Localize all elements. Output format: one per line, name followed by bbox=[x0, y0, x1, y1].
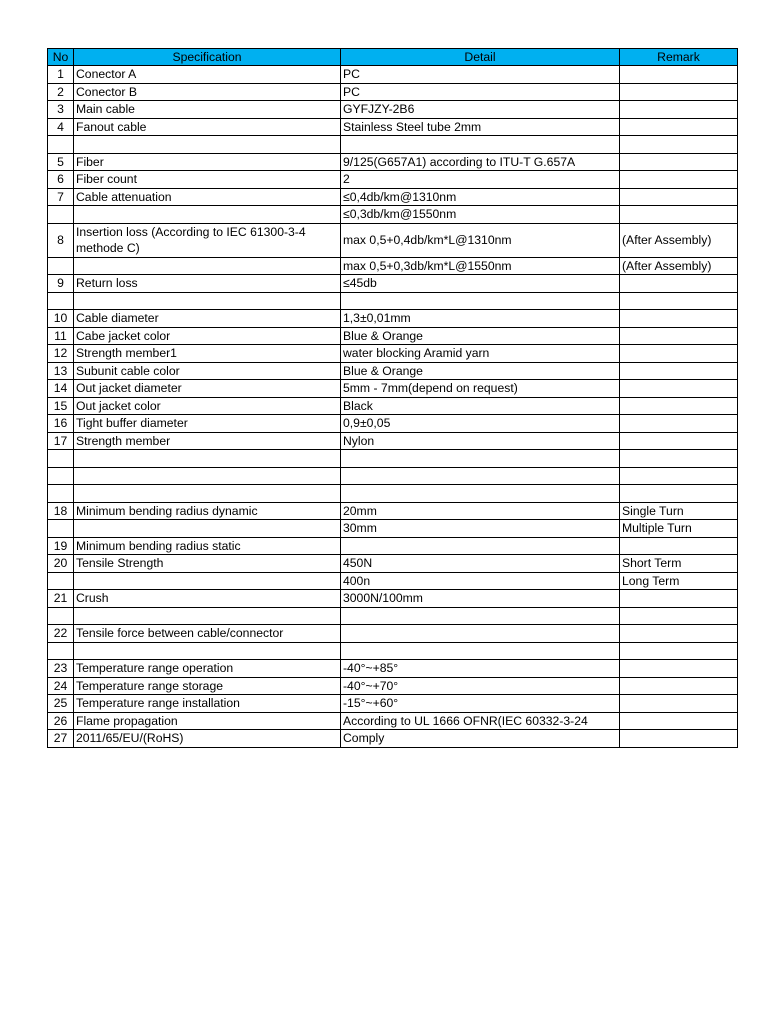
table-row bbox=[48, 345, 738, 363]
cell-no: 6 bbox=[48, 171, 74, 189]
cell-no: 12 bbox=[48, 345, 74, 363]
cell-specification: Conector B bbox=[74, 83, 341, 101]
cell-no bbox=[48, 292, 74, 310]
cell-specification: 2011/65/EU/(RoHS) bbox=[74, 730, 341, 748]
cell-specification: Tight buffer diameter bbox=[74, 415, 341, 433]
cell-specification bbox=[74, 467, 341, 485]
cell-specification: Strength member1 bbox=[74, 345, 341, 363]
cell-specification: Tensile Strength bbox=[74, 555, 341, 573]
cell-remark bbox=[620, 345, 738, 363]
table-row bbox=[48, 607, 738, 625]
cell-detail bbox=[341, 467, 620, 485]
table-row bbox=[48, 223, 738, 257]
cell-no bbox=[48, 206, 74, 224]
cell-detail bbox=[341, 450, 620, 468]
cell-detail bbox=[341, 485, 620, 503]
cell-detail: Nylon bbox=[341, 432, 620, 450]
cell-no: 14 bbox=[48, 380, 74, 398]
cell-remark: Short Term bbox=[620, 555, 738, 573]
cell-remark bbox=[620, 136, 738, 154]
cell-no: 24 bbox=[48, 677, 74, 695]
cell-detail: 2 bbox=[341, 171, 620, 189]
cell-remark bbox=[620, 415, 738, 433]
cell-detail bbox=[341, 136, 620, 154]
cell-specification: Temperature range installation bbox=[74, 695, 341, 713]
cell-specification bbox=[74, 206, 341, 224]
cell-remark bbox=[620, 275, 738, 293]
cell-no: 4 bbox=[48, 118, 74, 136]
table-row bbox=[48, 66, 738, 84]
cell-remark: Single Turn bbox=[620, 502, 738, 520]
cell-specification: Return loss bbox=[74, 275, 341, 293]
cell-remark bbox=[620, 432, 738, 450]
cell-remark bbox=[620, 712, 738, 730]
cell-no: 8 bbox=[48, 223, 74, 257]
cell-specification: Flame propagation bbox=[74, 712, 341, 730]
cell-specification: Temperature range operation bbox=[74, 660, 341, 678]
table-row bbox=[48, 730, 738, 748]
cell-remark bbox=[620, 642, 738, 660]
table-row bbox=[48, 590, 738, 608]
cell-remark bbox=[620, 66, 738, 84]
header-no: No bbox=[48, 49, 74, 66]
cell-detail: 400n bbox=[341, 572, 620, 590]
cell-specification: Subunit cable color bbox=[74, 362, 341, 380]
table-row bbox=[48, 502, 738, 520]
cell-detail: 3000N/100mm bbox=[341, 590, 620, 608]
cell-specification bbox=[74, 520, 341, 538]
cell-specification: Conector A bbox=[74, 66, 341, 84]
cell-remark bbox=[620, 485, 738, 503]
cell-detail: 1,3±0,01mm bbox=[341, 310, 620, 328]
cell-specification: Out jacket color bbox=[74, 397, 341, 415]
cell-specification bbox=[74, 257, 341, 275]
cell-remark: (After Assembly) bbox=[620, 223, 738, 257]
header-detail: Detail bbox=[341, 49, 620, 66]
cell-remark bbox=[620, 206, 738, 224]
cell-detail: 9/125(G657A1) according to ITU-T G.657A bbox=[341, 153, 620, 171]
cell-detail: Comply bbox=[341, 730, 620, 748]
cell-remark bbox=[620, 590, 738, 608]
cell-no: 5 bbox=[48, 153, 74, 171]
cell-detail: GYFJZY-2B6 bbox=[341, 101, 620, 119]
header-row bbox=[48, 49, 738, 66]
table-row bbox=[48, 136, 738, 154]
cell-no: 3 bbox=[48, 101, 74, 119]
cell-detail: -40°~+85° bbox=[341, 660, 620, 678]
table-row bbox=[48, 677, 738, 695]
cell-no bbox=[48, 467, 74, 485]
cell-detail: max 0,5+0,4db/km*L@1310nm bbox=[341, 223, 620, 257]
cell-remark bbox=[620, 83, 738, 101]
cell-no: 27 bbox=[48, 730, 74, 748]
cell-specification: Cable attenuation bbox=[74, 188, 341, 206]
cell-remark bbox=[620, 118, 738, 136]
table-row bbox=[48, 153, 738, 171]
cell-specification bbox=[74, 607, 341, 625]
cell-specification: Cabe jacket color bbox=[74, 327, 341, 345]
cell-detail bbox=[341, 537, 620, 555]
cell-no: 26 bbox=[48, 712, 74, 730]
cell-specification: Out jacket diameter bbox=[74, 380, 341, 398]
table-row bbox=[48, 712, 738, 730]
cell-remark bbox=[620, 625, 738, 643]
cell-no: 13 bbox=[48, 362, 74, 380]
cell-detail: ≤0,4db/km@1310nm bbox=[341, 188, 620, 206]
cell-no bbox=[48, 572, 74, 590]
cell-detail: 450N bbox=[341, 555, 620, 573]
table-header bbox=[48, 49, 738, 66]
cell-no bbox=[48, 485, 74, 503]
cell-detail: ≤45db bbox=[341, 275, 620, 293]
cell-detail: 5mm - 7mm(depend on request) bbox=[341, 380, 620, 398]
cell-detail: According to UL 1666 OFNR(IEC 60332-3-24 bbox=[341, 712, 620, 730]
cell-remark bbox=[620, 153, 738, 171]
table-row bbox=[48, 397, 738, 415]
table-row bbox=[48, 625, 738, 643]
cell-specification: Minimum bending radius dynamic bbox=[74, 502, 341, 520]
cell-no: 9 bbox=[48, 275, 74, 293]
cell-remark: Long Term bbox=[620, 572, 738, 590]
table-row bbox=[48, 310, 738, 328]
cell-no: 7 bbox=[48, 188, 74, 206]
table-row bbox=[48, 450, 738, 468]
cell-specification: Main cable bbox=[74, 101, 341, 119]
cell-remark bbox=[620, 362, 738, 380]
cell-specification: Cable diameter bbox=[74, 310, 341, 328]
cell-detail: 0,9±0,05 bbox=[341, 415, 620, 433]
cell-specification: Insertion loss (According to IEC 61300-3-4 methode C) bbox=[74, 223, 341, 257]
table-row bbox=[48, 206, 738, 224]
cell-remark bbox=[620, 380, 738, 398]
cell-detail: Stainless Steel tube 2mm bbox=[341, 118, 620, 136]
cell-no bbox=[48, 642, 74, 660]
cell-specification bbox=[74, 642, 341, 660]
cell-specification: Fiber bbox=[74, 153, 341, 171]
cell-no: 18 bbox=[48, 502, 74, 520]
cell-remark bbox=[620, 171, 738, 189]
cell-no: 15 bbox=[48, 397, 74, 415]
cell-detail: PC bbox=[341, 83, 620, 101]
cell-remark bbox=[620, 537, 738, 555]
cell-no: 25 bbox=[48, 695, 74, 713]
cell-specification bbox=[74, 485, 341, 503]
cell-remark bbox=[620, 101, 738, 119]
cell-detail: max 0,5+0,3db/km*L@1550nm bbox=[341, 257, 620, 275]
table-row bbox=[48, 101, 738, 119]
cell-specification: Minimum bending radius static bbox=[74, 537, 341, 555]
cell-detail: -15°~+60° bbox=[341, 695, 620, 713]
table-row bbox=[48, 292, 738, 310]
cell-detail: 20mm bbox=[341, 502, 620, 520]
cell-specification bbox=[74, 136, 341, 154]
cell-remark bbox=[620, 450, 738, 468]
cell-remark bbox=[620, 660, 738, 678]
cell-specification: Strength member bbox=[74, 432, 341, 450]
table-row bbox=[48, 257, 738, 275]
cell-specification bbox=[74, 450, 341, 468]
cell-no: 19 bbox=[48, 537, 74, 555]
cell-remark bbox=[620, 607, 738, 625]
table-row bbox=[48, 467, 738, 485]
table-row bbox=[48, 695, 738, 713]
cell-specification bbox=[74, 572, 341, 590]
cell-remark bbox=[620, 467, 738, 485]
table-row bbox=[48, 275, 738, 293]
table-row bbox=[48, 327, 738, 345]
cell-remark bbox=[620, 695, 738, 713]
cell-no bbox=[48, 607, 74, 625]
cell-remark bbox=[620, 310, 738, 328]
table-body bbox=[48, 66, 738, 748]
cell-no: 16 bbox=[48, 415, 74, 433]
header-remark: Remark bbox=[620, 49, 738, 66]
cell-remark bbox=[620, 292, 738, 310]
cell-remark: (After Assembly) bbox=[620, 257, 738, 275]
cell-remark bbox=[620, 327, 738, 345]
cell-remark bbox=[620, 397, 738, 415]
table-row bbox=[48, 171, 738, 189]
table-row bbox=[48, 485, 738, 503]
cell-detail: water blocking Aramid yarn bbox=[341, 345, 620, 363]
specification-table bbox=[47, 48, 738, 748]
cell-detail: Black bbox=[341, 397, 620, 415]
cell-no: 10 bbox=[48, 310, 74, 328]
cell-no: 17 bbox=[48, 432, 74, 450]
cell-detail: ≤0,3db/km@1550nm bbox=[341, 206, 620, 224]
table-row bbox=[48, 555, 738, 573]
cell-remark: Multiple Turn bbox=[620, 520, 738, 538]
table-row bbox=[48, 432, 738, 450]
cell-no bbox=[48, 136, 74, 154]
cell-detail bbox=[341, 292, 620, 310]
cell-specification: Temperature range storage bbox=[74, 677, 341, 695]
cell-no: 11 bbox=[48, 327, 74, 345]
table-row bbox=[48, 118, 738, 136]
cell-detail: Blue & Orange bbox=[341, 327, 620, 345]
cell-remark bbox=[620, 188, 738, 206]
cell-detail: PC bbox=[341, 66, 620, 84]
cell-remark bbox=[620, 677, 738, 695]
header-specification: Specification bbox=[74, 49, 341, 66]
cell-no: 20 bbox=[48, 555, 74, 573]
cell-no: 1 bbox=[48, 66, 74, 84]
table-row bbox=[48, 380, 738, 398]
cell-no: 21 bbox=[48, 590, 74, 608]
cell-no: 22 bbox=[48, 625, 74, 643]
cell-specification: Crush bbox=[74, 590, 341, 608]
cell-detail: Blue & Orange bbox=[341, 362, 620, 380]
cell-no: 23 bbox=[48, 660, 74, 678]
cell-detail bbox=[341, 607, 620, 625]
cell-specification: Fanout cable bbox=[74, 118, 341, 136]
table-row bbox=[48, 660, 738, 678]
cell-detail: -40°~+70° bbox=[341, 677, 620, 695]
cell-no bbox=[48, 450, 74, 468]
table-row bbox=[48, 362, 738, 380]
cell-no: 2 bbox=[48, 83, 74, 101]
cell-detail: 30mm bbox=[341, 520, 620, 538]
table-row bbox=[48, 537, 738, 555]
table-row bbox=[48, 520, 738, 538]
table-row bbox=[48, 83, 738, 101]
cell-no bbox=[48, 257, 74, 275]
cell-specification bbox=[74, 292, 341, 310]
cell-detail bbox=[341, 625, 620, 643]
table-row bbox=[48, 572, 738, 590]
table-row bbox=[48, 642, 738, 660]
cell-specification: Tensile force between cable/connector bbox=[74, 625, 341, 643]
table-row bbox=[48, 188, 738, 206]
cell-detail bbox=[341, 642, 620, 660]
cell-no bbox=[48, 520, 74, 538]
cell-remark bbox=[620, 730, 738, 748]
table-row bbox=[48, 415, 738, 433]
cell-specification: Fiber count bbox=[74, 171, 341, 189]
